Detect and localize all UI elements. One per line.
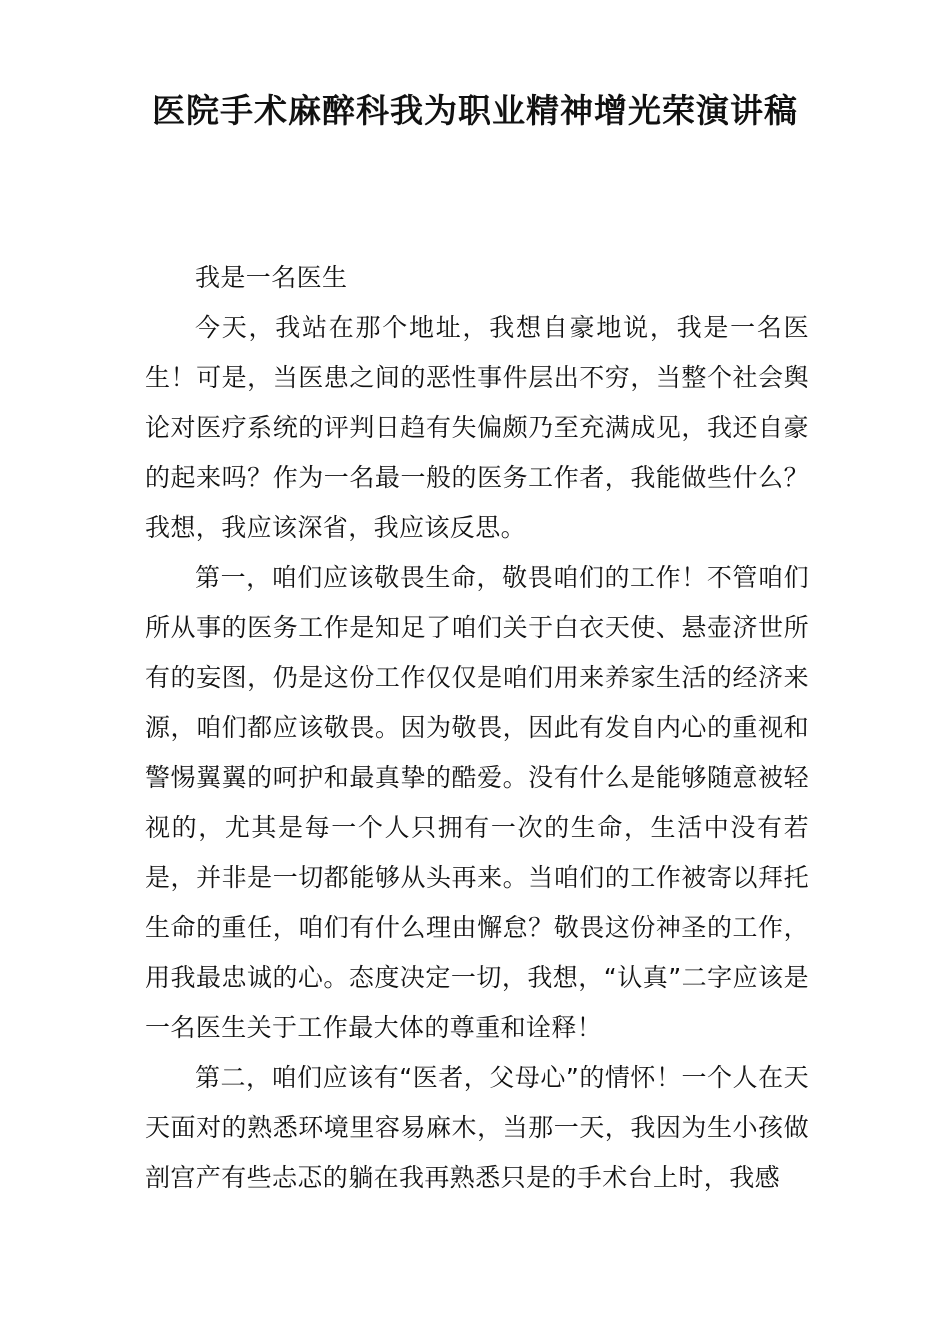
document-title: 医院手术麻醉科我为职业精神增光荣演讲稿: [152, 91, 798, 130]
paragraph-second-point: 第二，咱们应该有“医者，父母心”的情怀！一个人在天天面对的熟悉环境里容易麻木，当那一天，我因为生小孩做剖宫产有些忐忑的躺在我再熟悉只是的手术台上时，我感: [145, 1063, 809, 1192]
paragraph-intro: 今天，我站在那个地址，我想自豪地说，我是一名医生！可是，当医患之间的恶性事件层出不穷，当整个社会舆论对医疗系统的评判日趋有失偏颇乃至充满成见，我还自豪的起来吗？作为一名最一般的医务工作者，我能做些什么？我想，我应该深省，我应该反思。: [145, 313, 809, 542]
paragraph-first-point: 第一，咱们应该敬畏生命，敬畏咱们的工作！不管咱们所从事的医务工作是知足了咱们关于白衣天使、悬壶济世所有的妄图，仍是这份工作仅仅是咱们用来养家生活的经济来源，咱们都应该敬畏。因为敬畏，因此有发自内心的重视和警惕翼翼的呵护和最真挚的酷爱。没有什么是能够随意被轻视的，尤其是每一个人只拥有一次的生命，生活中没有若是，并非是一切都能够从头再来。当咱们的工作被寄以拜托生命的重任，咱们有什么理由懈怠？敬畏这份神圣的工作，用我最忠诚的心。态度决定一切，我想，“认真”二字应该是一名医生关于工作最大体的尊重和诠释！: [145, 563, 809, 1042]
document-body: [145, 253, 809, 1203]
paragraph-heading: 我是一名医生: [195, 263, 348, 292]
